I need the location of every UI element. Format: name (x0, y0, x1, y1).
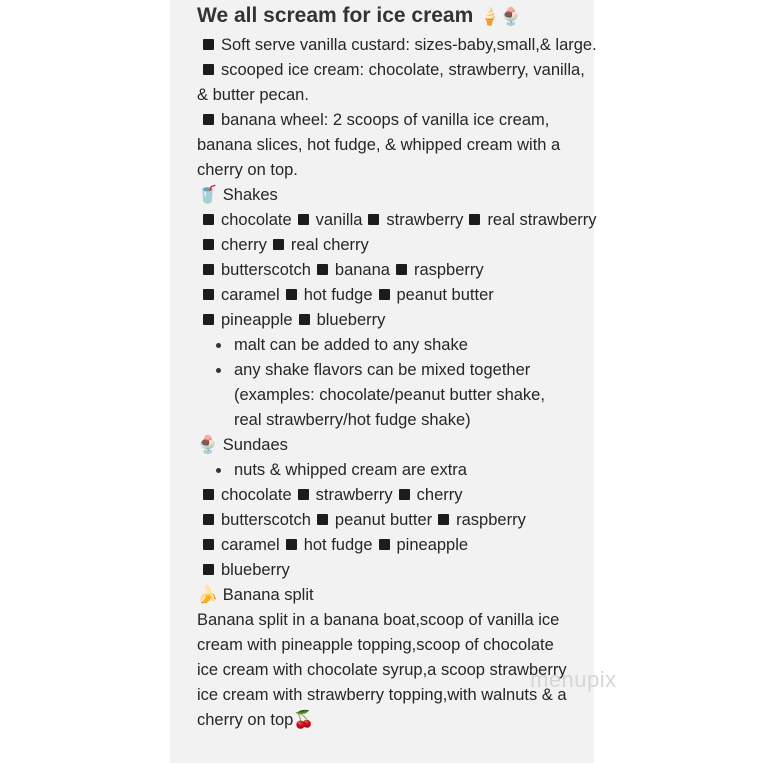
title-text: We all scream for ice cream (197, 4, 474, 27)
flavor-item: pineapple (221, 311, 293, 329)
banana-split-heading-text: Banana split (222, 586, 314, 604)
flavor-item: hot fudge (303, 536, 373, 554)
drink-emoji-icon: 🥤 (197, 185, 219, 204)
square-bullet-icon (203, 539, 214, 550)
ice-cream-emoji-icon: 🍦🍨 (479, 7, 522, 26)
flavor-item: chocolate (221, 211, 292, 229)
banana-split-heading (197, 583, 597, 608)
square-bullet-icon (368, 214, 379, 225)
sundae-emoji-icon: 🍨 (197, 435, 219, 454)
square-bullet-icon (286, 539, 297, 550)
flavor-item: pineapple (396, 536, 469, 554)
flavor-row (197, 233, 597, 258)
cherry-emoji-icon: 🍒 (293, 710, 315, 729)
sundaes-heading-text: Sundaes (222, 436, 288, 454)
square-bullet-icon (273, 239, 284, 250)
flavor-item: chocolate (221, 486, 292, 504)
square-bullet-icon (203, 264, 214, 275)
flavor-item: real strawberry (487, 211, 597, 229)
banana-emoji-icon: 🍌 (197, 585, 219, 604)
flavor-item: blueberry (221, 561, 290, 579)
flavor-item: vanilla (315, 211, 363, 229)
menu-note (197, 2, 597, 733)
shake-note: any shake flavors can be mixed together (examples: chocolate/peanut butter shake, real strawberry/hot fudge shake) (197, 358, 597, 433)
square-bullet-icon (399, 489, 410, 500)
flavor-item: blueberry (316, 311, 386, 329)
flavor-item: caramel (221, 286, 280, 304)
intro-item (197, 108, 597, 183)
square-bullet-icon (203, 289, 214, 300)
flavor-item: peanut butter (396, 286, 494, 304)
flavor-row (197, 558, 597, 583)
flavor-item: strawberry (315, 486, 393, 504)
flavor-row (197, 283, 597, 308)
intro-text: scooped ice cream: chocolate, strawberry, vanilla, & butter pecan. (197, 61, 585, 104)
square-bullet-icon (379, 289, 390, 300)
intro-item (197, 58, 597, 108)
square-bullet-icon (438, 514, 449, 525)
shakes-heading (197, 183, 597, 208)
flavor-item: caramel (221, 536, 280, 554)
flavor-item: hot fudge (303, 286, 373, 304)
square-bullet-icon (317, 264, 328, 275)
square-bullet-icon (298, 489, 309, 500)
square-bullet-icon (286, 289, 297, 300)
square-bullet-icon (203, 64, 214, 75)
square-bullet-icon (469, 214, 480, 225)
square-bullet-icon (203, 489, 214, 500)
flavor-row (197, 508, 597, 533)
banana-split-text: Banana split in a banana boat,scoop of vanilla ice cream with pineapple topping,scoop of chocolate ice cream with chocolate syrup,a scoop strawberry ice cream with strawberry topping,with walnuts & a cherry on top (197, 611, 567, 729)
flavor-item: strawberry (386, 211, 464, 229)
square-bullet-icon (203, 514, 214, 525)
page-title (197, 2, 597, 30)
square-bullet-icon (203, 314, 214, 325)
flavor-row (197, 483, 597, 508)
intro-text: Soft serve vanilla custard: sizes-baby,small,& large. (221, 36, 597, 54)
shake-note: malt can be added to any shake (197, 333, 597, 358)
flavor-item: cherry (221, 236, 267, 254)
square-bullet-icon (298, 214, 309, 225)
shakes-heading-text: Shakes (222, 186, 278, 204)
watermark-logo: menupix (530, 667, 617, 692)
square-bullet-icon (203, 39, 214, 50)
intro-text: banana wheel: 2 scoops of vanilla ice cream, banana slices, hot fudge, & whipped cream with a cherry on top. (197, 111, 561, 179)
flavor-item: cherry (416, 486, 463, 504)
sundaes-heading (197, 433, 597, 458)
flavor-row (197, 533, 597, 558)
flavor-item: raspberry (413, 261, 484, 279)
flavor-item: butterscotch (221, 261, 311, 279)
sundae-note: nuts & whipped cream are extra (197, 458, 597, 483)
flavor-row (197, 258, 597, 283)
flavor-item: raspberry (456, 511, 526, 529)
flavor-row (197, 308, 597, 333)
flavor-item: banana (334, 261, 390, 279)
square-bullet-icon (317, 514, 328, 525)
square-bullet-icon (203, 114, 214, 125)
square-bullet-icon (299, 314, 310, 325)
square-bullet-icon (396, 264, 407, 275)
square-bullet-icon (203, 564, 214, 575)
flavor-item: real cherry (290, 236, 369, 254)
flavor-row (197, 208, 597, 233)
square-bullet-icon (203, 214, 214, 225)
square-bullet-icon (203, 239, 214, 250)
flavor-item: peanut butter (334, 511, 433, 529)
flavor-item: butterscotch (221, 511, 311, 529)
intro-item (197, 33, 597, 58)
square-bullet-icon (379, 539, 390, 550)
